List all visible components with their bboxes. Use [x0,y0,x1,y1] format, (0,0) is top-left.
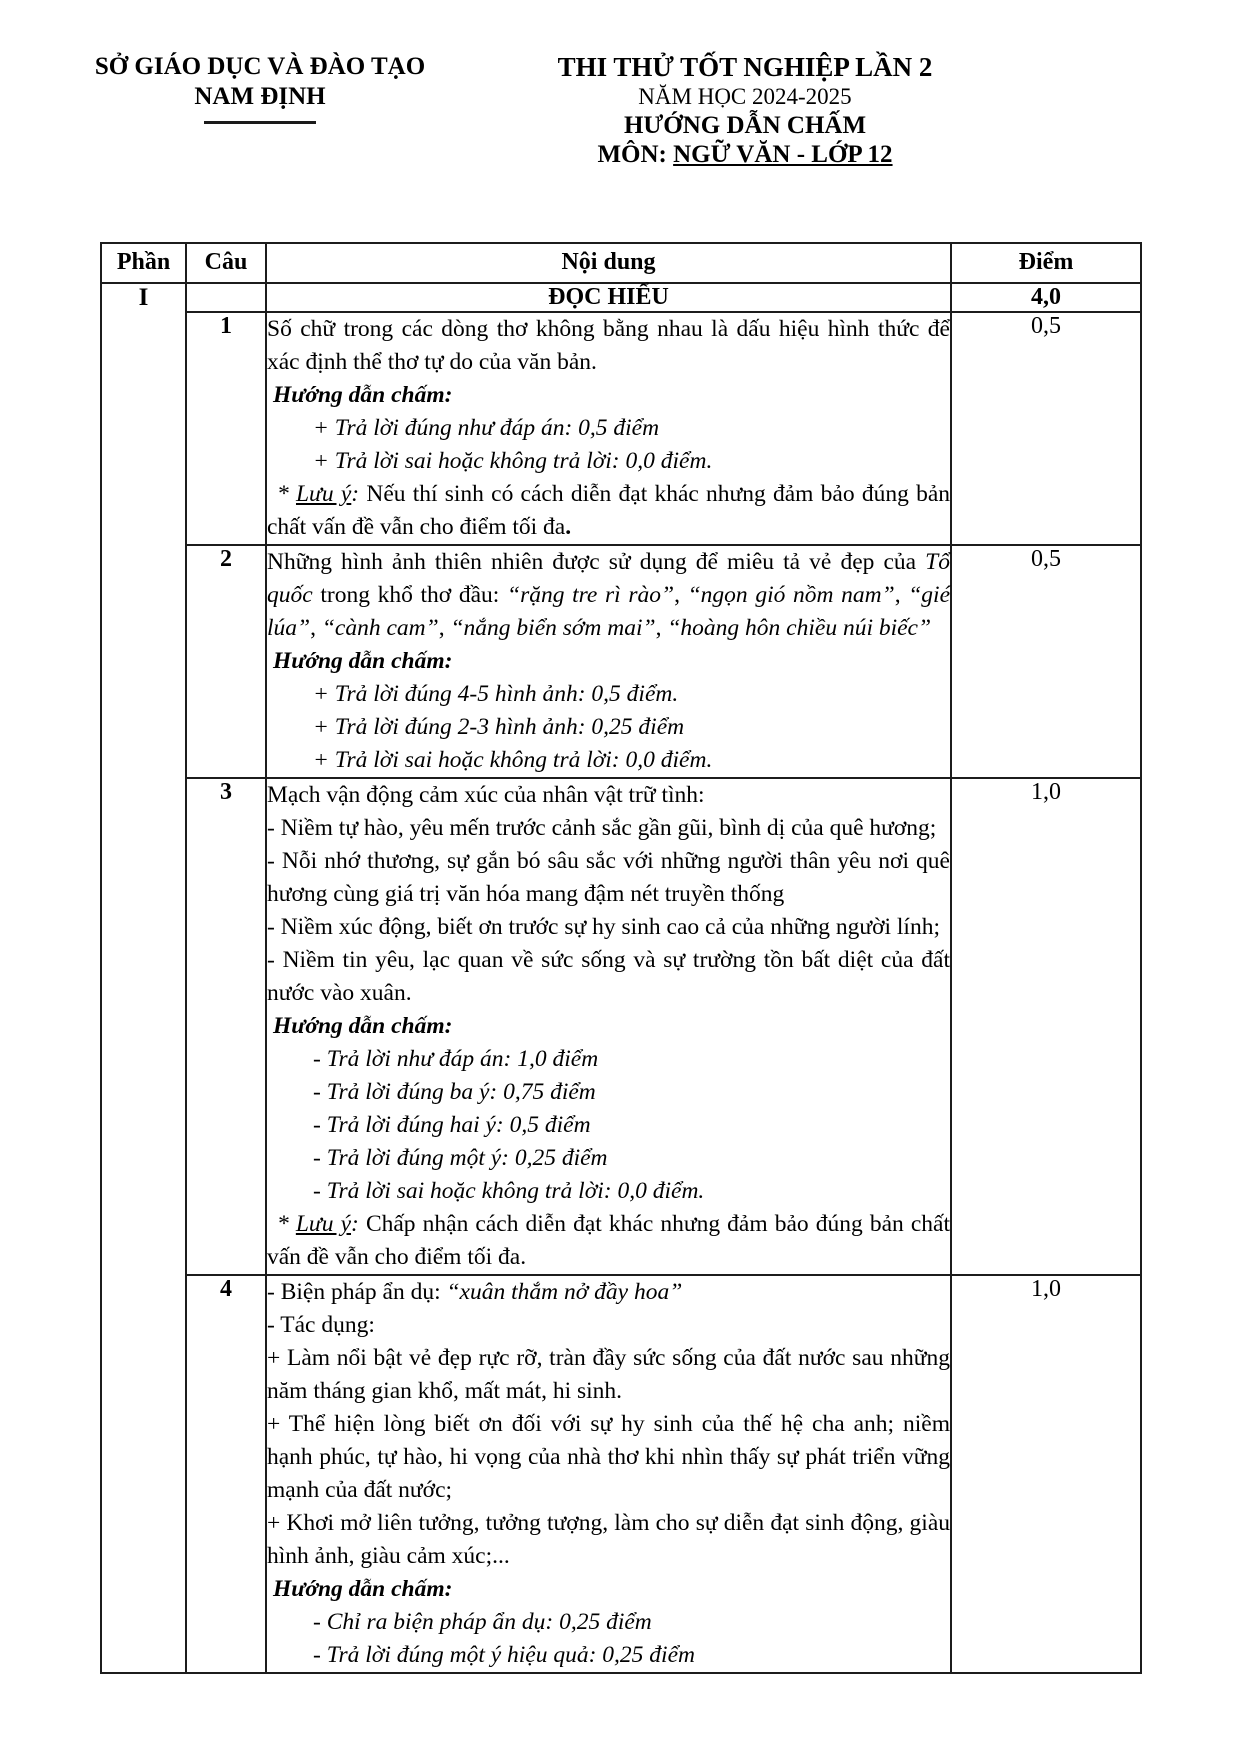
exam-title-block [535,52,955,170]
answer-text [267,1309,950,1342]
question-number: 1 [186,312,266,545]
grading-criterion [267,445,950,478]
header-rule [204,121,316,124]
text-segment: - Trả lời sai hoặc không trả lời: 0,0 điểm. [313,1178,705,1204]
text-segment: Lưu ý [295,1211,352,1237]
document-header [0,0,1241,170]
issuing-authority-block [85,52,435,170]
question-score: 1,0 [951,778,1141,1275]
text-segment: + Trả lời đúng 4-5 hình ảnh: 0,5 điểm. [313,681,679,707]
text-segment: Hướng dẫn chấm: [273,648,453,674]
grading-criterion [267,1606,950,1639]
exam-title: THI THỬ TỐT NGHIỆP LẦN 2 [557,52,933,82]
col-header-noidung: Nội dung [266,243,951,283]
section-cau-empty [186,283,266,312]
text-segment: “ngọn gió nồm nam” [687,582,895,608]
answer-text [267,812,950,845]
grading-guide-title: HƯỚNG DẪN CHẤM [623,112,867,139]
text-segment: - Trả lời đúng ba ý: 0,75 điểm [313,1079,596,1105]
text-segment: * [277,1211,296,1237]
text-segment: + Làm nổi bật vẻ đẹp rực rỡ, tràn đầy sức sống của đất nước sau những năm tháng gian khổ, mất mát, hi sinh. [267,1345,950,1404]
text-segment: + Thể hiện lòng biết ơn đối với sự hy sinh của thế hệ cha anh; niềm hạnh phúc, tự hào, hi vọng của nhà thơ khi nhìn thấy sự phát triển vững mạnh của đất nước; [267,1411,950,1503]
text-segment: - Biện pháp ẩn dụ: [267,1279,447,1305]
subject-name: NGỮ VĂN - LỚP 12 [673,141,893,168]
school-year: NĂM HỌC 2024-2025 [638,84,852,109]
grading-criterion [267,1043,950,1076]
text-segment: - Niềm tự hào, yêu mến trước cảnh sắc gần gũi, bình dị của quê hương; [267,815,937,841]
answer-text [267,1276,950,1309]
grading-guide-heading [267,1010,950,1043]
text-segment: , [310,615,322,641]
text-segment: - Trả lời đúng một ý hiệu quả: 0,25 điểm [313,1642,695,1668]
text-segment: “gié lúa” [267,582,950,641]
grading-note [267,1208,950,1274]
text-segment: “xuân thắm nở đầy hoa” [446,1279,683,1305]
table-head [101,243,1141,283]
text-segment: + Khơi mở liên tưởng, tưởng tượng, làm cho sự diễn đạt sinh động, giàu hình ảnh, giàu cảm xúc;... [267,1510,950,1569]
text-segment: , [655,615,668,641]
text-segment: “rặng tre rì rào” [507,582,675,608]
text-segment: Tổ quốc [267,549,950,608]
grading-criterion [267,711,950,744]
answer-text [267,313,950,379]
grading-criterion [267,1639,950,1672]
question-row [101,545,1141,778]
text-segment: * [277,481,296,507]
answer-text [267,1342,950,1408]
grading-criterion [267,678,950,711]
section-title: ĐỌC HIỂU [266,283,951,312]
grading-criterion [267,1109,950,1142]
answer-text [267,845,950,911]
text-segment: - Nỗi nhớ thương, sự gắn bó sâu sắc với những người thân yêu nơi quê hương cùng giá trị văn hóa mang đậm nét truyền thống [267,848,950,907]
text-segment: trong khổ thơ đầu: [312,582,507,608]
question-row [101,312,1141,545]
text-segment: + Trả lời đúng như đáp án: 0,5 điểm [313,415,660,441]
answer-text [267,1507,950,1573]
text-segment: , [894,582,909,608]
text-segment: - Tác dụng: [267,1312,375,1338]
text-segment: - Niềm xúc động, biết ơn trước sự hy sinh cao cả của những người lính; [267,914,940,940]
text-segment: + Trả lời đúng 2-3 hình ảnh: 0,25 điểm [313,714,685,740]
grading-criterion [267,744,950,777]
text-segment: Hướng dẫn chấm: [273,1576,453,1602]
text-segment: Số chữ trong các dòng thơ không bằng nhau là dấu hiệu hình thức để xác định thể thơ tự do của văn bản. [267,316,950,375]
question-row [101,778,1141,1275]
table-header-row [101,243,1141,283]
text-segment: : [351,481,367,507]
section-score: 4,0 [951,283,1141,312]
question-score: 1,0 [951,1275,1141,1673]
section-part-label: I [101,283,186,1673]
grading-note [267,478,950,544]
text-segment: + Trả lời sai hoặc không trả lời: 0,0 điểm. [313,747,713,773]
grading-guide-heading [267,379,950,412]
text-segment: Những hình ảnh thiên nhiên được sử dụng để miêu tả vẻ đẹp của [267,549,926,575]
answer-text [267,1408,950,1507]
text-segment: Hướng dẫn chấm: [273,1013,453,1039]
subject-prefix: MÔN: [597,141,674,168]
authority-province: NAM ĐỊNH [194,83,326,110]
text-segment: “hoàng hôn chiều núi biếc” [667,615,932,641]
grading-guide-heading [267,1573,950,1606]
text-segment: - Trả lời đúng hai ý: 0,5 điểm [313,1112,591,1138]
answer-text [267,911,950,944]
text-segment: - Trả lời như đáp án: 1,0 điểm [313,1046,599,1072]
grading-criterion [267,412,950,445]
text-segment: Lưu ý [295,481,352,507]
col-header-diem: Điểm [951,243,1141,283]
question-content-cell [266,1275,951,1673]
text-segment: : [351,1211,366,1237]
subject-line [535,140,955,170]
text-segment: “cành cam” [321,615,439,641]
text-segment: - Trả lời đúng một ý: 0,25 điểm [313,1145,608,1171]
text-segment: Mạch vận động cảm xúc của nhân vật trữ tình: [267,782,705,808]
text-segment: Hướng dẫn chấm: [273,382,453,408]
authority-name: SỞ GIÁO DỤC VÀ ĐÀO TẠO [94,53,426,80]
grading-table [100,242,1142,1674]
question-row [101,1275,1141,1673]
table-body [101,283,1141,1673]
grading-guide-heading [267,645,950,678]
grading-criterion [267,1076,950,1109]
text-segment: , [674,582,688,608]
question-number: 2 [186,545,266,778]
text-segment: Chấp nhận cách diễn đạt khác nhưng đảm bảo đúng bản chất vấn đề vẫn cho điểm tối đa. [267,1211,950,1270]
grading-criterion [267,1175,950,1208]
text-segment: , [438,615,451,641]
answer-text [267,546,950,645]
col-header-cau: Câu [186,243,266,283]
question-content-cell [266,312,951,545]
question-score: 0,5 [951,312,1141,545]
grading-criterion [267,1142,950,1175]
answer-text [267,779,950,812]
text-segment: . [565,514,572,540]
text-segment: Nếu thí sinh có cách diễn đạt khác nhưng đảm bảo đúng bản chất vấn đề vẫn cho điểm tối đa [267,481,950,540]
text-segment: + Trả lời sai hoặc không trả lời: 0,0 điểm. [313,448,713,474]
question-number: 3 [186,778,266,1275]
question-content-cell [266,545,951,778]
col-header-phan: Phần [101,243,186,283]
question-content-cell [266,778,951,1275]
answer-text [267,944,950,1010]
text-segment: - Niềm tin yêu, lạc quan về sức sống và sự trường tồn bất diệt của đất nước vào xuân. [267,947,950,1006]
text-segment: “nắng biển sớm mai” [450,615,656,641]
question-number: 4 [186,1275,266,1673]
section-row [101,283,1141,312]
text-segment: - Chỉ ra biện pháp ẩn dụ: 0,25 điểm [313,1609,652,1635]
question-score: 0,5 [951,545,1141,778]
